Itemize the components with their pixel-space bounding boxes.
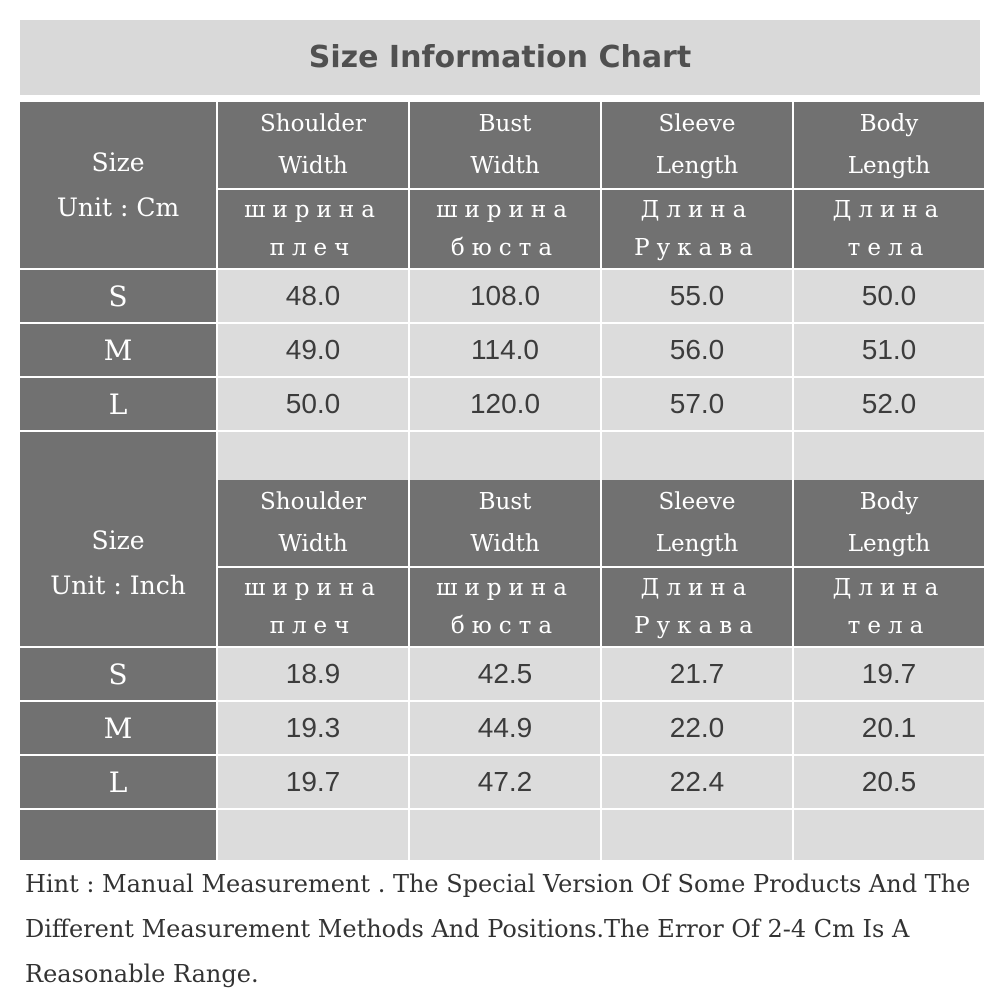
header-line: Длина [832, 197, 946, 223]
header-sleeve-length-ru [602, 568, 792, 646]
header-bust-width [410, 102, 600, 188]
value-cell: 19.3 [218, 702, 408, 754]
header-body-length-ru [794, 568, 984, 646]
header-shoulder-width [218, 480, 408, 566]
value-cell: 19.7 [218, 756, 408, 808]
header-line: Length [655, 531, 739, 557]
header-line: Body [859, 489, 919, 515]
value-cell: 55.0 [602, 270, 792, 322]
header-line: ширина [244, 575, 382, 601]
header-bust-width-ru [410, 568, 600, 646]
header-body-length-ru [794, 190, 984, 268]
header-line: Bust [478, 489, 532, 515]
header-line: Length [847, 153, 931, 179]
value-cell: 22.0 [602, 702, 792, 754]
header-line: ширина [436, 575, 574, 601]
chart-title: Size Information Chart [20, 20, 980, 95]
unit-label: Unit : Inch [50, 571, 186, 600]
value-cell: 108.0 [410, 270, 600, 322]
value-cell: 49.0 [218, 324, 408, 376]
value-cell: 52.0 [794, 378, 984, 430]
header-shoulder-width-ru [218, 568, 408, 646]
empty-value-cell [794, 810, 984, 860]
size-cell: L [20, 756, 216, 808]
value-cell: 21.7 [602, 648, 792, 700]
header-bust-width [410, 480, 600, 566]
header-sleeve-length [602, 480, 792, 566]
size-cell: L [20, 378, 216, 430]
header-bust-width-ru [410, 190, 600, 268]
header-line: Рукава [634, 613, 760, 639]
header-line: бюста [450, 235, 560, 261]
unit-label: Unit : Cm [56, 193, 180, 222]
value-cell: 44.9 [410, 702, 600, 754]
header-line: Bust [478, 111, 532, 137]
value-cell: 20.1 [794, 702, 984, 754]
value-cell: 22.4 [602, 756, 792, 808]
value-cell: 47.2 [410, 756, 600, 808]
empty-value-cell [602, 432, 792, 482]
size-cell: M [20, 702, 216, 754]
header-line: Длина [832, 575, 946, 601]
empty-value-cell [602, 810, 792, 860]
value-cell: 19.7 [794, 648, 984, 700]
header-sleeve-length [602, 102, 792, 188]
header-line: Width [278, 531, 348, 557]
empty-value-cell [218, 810, 408, 860]
header-line: Length [655, 153, 739, 179]
header-body-length [794, 480, 984, 566]
value-cell: 114.0 [410, 324, 600, 376]
header-line: бюста [450, 613, 560, 639]
header-line: Sleeve [658, 489, 736, 515]
header-line: Width [470, 153, 540, 179]
header-line: ширина [436, 197, 574, 223]
measurement-hint: Hint : Manual Measurement . The Special Version Of Some Products And The Different Measurement Methods And Positions.The Error Of 2-4 Cm Is A Reasonable Range. [25, 870, 971, 988]
unit-header [20, 480, 216, 646]
header-body-length [794, 102, 984, 188]
empty-value-cell [218, 432, 408, 482]
header-line: Width [470, 531, 540, 557]
value-cell: 50.0 [794, 270, 984, 322]
size-cell: M [20, 324, 216, 376]
unit-header [20, 102, 216, 268]
empty-value-cell [794, 432, 984, 482]
empty-value-cell [410, 810, 600, 860]
value-cell: 51.0 [794, 324, 984, 376]
header-line: плеч [269, 613, 357, 639]
header-line: Рукава [634, 235, 760, 261]
empty-value-cell [410, 432, 600, 482]
size-header-label: Size [91, 526, 145, 555]
header-line: Body [859, 111, 919, 137]
value-cell: 18.9 [218, 648, 408, 700]
header-line: Shoulder [260, 111, 366, 137]
size-table-cm [20, 102, 980, 482]
header-shoulder-width [218, 102, 408, 188]
header-line: Длина [640, 197, 754, 223]
value-cell: 20.5 [794, 756, 984, 808]
header-line: Shoulder [260, 489, 366, 515]
value-cell: 42.5 [410, 648, 600, 700]
header-line: тела [847, 613, 931, 639]
header-line: Length [847, 531, 931, 557]
header-line: плеч [269, 235, 357, 261]
header-line: Width [278, 153, 348, 179]
empty-size-cell [20, 810, 216, 860]
value-cell: 48.0 [218, 270, 408, 322]
value-cell: 57.0 [602, 378, 792, 430]
header-line: Sleeve [658, 111, 736, 137]
size-cell: S [20, 648, 216, 700]
header-shoulder-width-ru [218, 190, 408, 268]
size-table-inch [20, 480, 980, 860]
header-line: тела [847, 235, 931, 261]
value-cell: 50.0 [218, 378, 408, 430]
header-line: ширина [244, 197, 382, 223]
header-sleeve-length-ru [602, 190, 792, 268]
size-cell: S [20, 270, 216, 322]
value-cell: 56.0 [602, 324, 792, 376]
value-cell: 120.0 [410, 378, 600, 430]
header-line: Длина [640, 575, 754, 601]
empty-size-cell [20, 432, 216, 482]
size-header-label: Size [91, 148, 145, 177]
